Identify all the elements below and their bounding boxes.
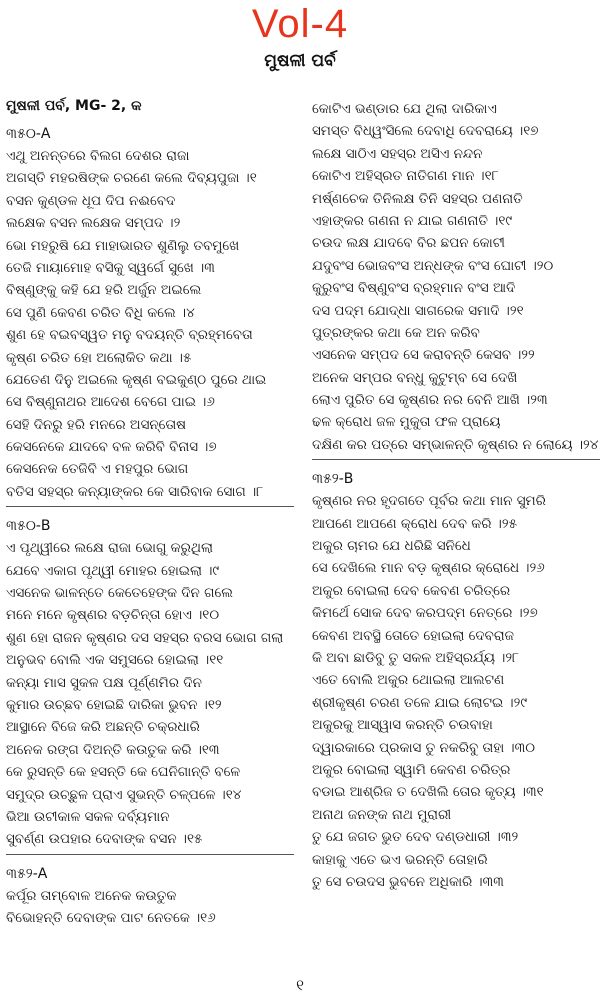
section-code: ୩୫୦-B — [6, 518, 51, 535]
verse-line: ଅକୁର ବୋଇଲା ଦେବ କେବଣ ଚରିତ୍ରେ — [312, 582, 511, 599]
verse-line: କେସନେକ ତେଜିବି ଏ ମହପୁର ଭୋଗ — [6, 461, 189, 478]
section-divider — [312, 459, 600, 462]
verse-line: ଶୁଣ ହେ ବଇବସ୍ୱତ ମନୁ ବଦୟନ୍ତି ବ୍ରହ୍ମବେତା — [6, 327, 253, 344]
verse-line: କୁରୁବଂସ ବିଷ୍ଣୁବଂସ ବ୍ରହ୍ମାନ ବଂସ ଆଦି — [312, 280, 516, 297]
verse-line: ଏସନେକ ସମ୍ପଦ ସେ କରାବନ୍ତି କେସବ ।୨୨ — [312, 347, 535, 364]
verse-line: ଅନାଥ ଜନଙ୍କ ନାଥ ମୁରାରୀ — [312, 806, 452, 823]
verse-line: ଦକ୍ଷିଣ କର ପତ୍ରେ ସମ୍ଭାଳନ୍ତି କୃଷ୍ଣର ନ ଲୋୟେ ।୨୪ — [312, 436, 599, 453]
verse-line: କିମର୍ଥେ ସୋକ ଦେବ କରପଦ୍ମ ନେତ୍ରେ ।୨୭ — [312, 605, 538, 622]
verse-line: ବସନ କୁଣ୍ଡଳ ଧୂପ ଦିପ ନଈବେଦ — [6, 192, 176, 209]
verse-line: ଏତେ ବୋଲି ଅକୁର ଥୋଇଲା ଆଲଟଣ — [312, 672, 505, 689]
verse-line: କୋଟିଏ ଅହିସ୍ରତ ନାତିଗଣ ମାନ ।୧୮ — [312, 168, 499, 185]
verse-line: ବିଷ୍ଣୁଙ୍କୁ କହି ଯେ ହରି ଅର୍ଜୁନ ଅଇଲେ — [6, 282, 202, 299]
verse-line: ତୁ ଯେ ଜଗତ ଭୁତ ଦେବ ଦଣ୍ଡଧାରୀ ।୩୨ — [312, 829, 519, 846]
verse-line: ସମୁଦ୍ର ଉଚ୍ଛୁଳ ପ୍ରାଏ ସୁଭନ୍ତି ଚଳ୍ପଳେ ।୧୪ — [6, 786, 242, 803]
verse-line: ଅନେକ ରଙ୍ଗ ଦିଅନ୍ତି କଉତୁକ କରି ।୧୩ — [6, 741, 220, 758]
verse-line: ଲୋଏ ପୁରିତ ସେ କୃଷ୍ଣର ନର ବେନି ଆଖି ।୨୩ — [312, 392, 548, 409]
verse-line: କେ ରୁସନ୍ତି କେ ହସନ୍ତି କେ ଘେନିଗାନ୍ତି ବଳେ — [6, 764, 241, 781]
verse-line: ଅନେକ ସମ୍ପର ବନ୍ଧୁ କୁଟୁମ୍ବ ସେ ଦେଖି — [312, 369, 518, 386]
section-code: ୩୫୨-B — [312, 471, 354, 488]
verse-line: ଚଉଦ ଲକ୍ଷ ଯାଦବେ ବିର ଛପନ କୋଟୀ — [312, 235, 506, 252]
verse-line: କୃଷ୍ଣର ନର ହୃଦଗତେ ପୂର୍ବର କଥା ମାନ ସୁମରି — [312, 493, 546, 510]
verse-line: ଅକୁରକୁ ଆସ୍ୱାସ କରନ୍ତି ଚଉବାହା — [312, 717, 493, 734]
verse-line: ଢଳ କ୍ରୋଧ ଜଳ ମୁକୁତା ଫଳ ପ୍ରାୟେ — [312, 414, 501, 431]
verse-line: ସେ ବିଷ୍ଣୁନାଥର ଆଦେଶ ବେଗେ ପାଇ ।୬ — [6, 394, 215, 411]
verse-line: ଯଦୁବଂସ ଭୋଜବଂସ ଅନ୍ଧଙ୍କ ବଂସ ଘୋଟୀ ।୨୦ — [312, 257, 554, 274]
verse-line: ଯେତେଣ ଦିନୁ ଅଇଲେ କୃଷ୍ଣ ବଇକୁଣ୍ଠ ପୁରେ ଥାଇ — [6, 371, 267, 388]
verse-line: ଭିଆ ଉଟୀକାଳ ସକଳ ଦର୍ବ୍ୟମାନ — [6, 808, 170, 825]
verse-line: ଅକୁର ଚାମର ଯେ ଧରିଛି ସନିଧେ — [312, 538, 471, 555]
verse-line: ଏ ପୃଥ୍ୱୀରେ ଲକ୍ଷେ ରାଜା ଭୋଗୁ କରୁଥିଲା — [6, 540, 213, 557]
verse-line: କାହାକୁ ଏତେ ଭଏ ଭରନ୍ତି ତୋହାରି — [312, 851, 488, 868]
verse-line: କର୍ପୂର ତାମ୍ବୋଳ ଅନେକ କଉତୁକ — [6, 887, 177, 904]
verse-line: ମର୍ଷ୍ଣଚେକ ତିନିଲକ୍ଷ ତିନି ସହସ୍ର ପଣନାତି — [312, 190, 523, 207]
section-subtitle: ମୁଷଳୀ ପର୍ବ — [264, 51, 336, 71]
right-column — [312, 98, 600, 893]
verse-line: ଲକ୍ଷେ ସାଠିଏ ସହସ୍ର ଅସିଏ ନନ୍ଦନ — [312, 145, 483, 162]
verse-line: ତୁ ସେ ଚଉଦସ ଭୁବନେ ଅଧିକାରି ।୩୩ — [312, 873, 504, 890]
verse-line: ଏଥୁ ଅନନ୍ତରେ ବିଲଗ ଦେଶର ରାଜା — [6, 148, 190, 164]
verse-line: ଶୁଣ ହୋ ରାଜନ କୃଷ୍ଣର ଦସ ସହସ୍ର ବରସ ଭୋଗ ଗଲା — [6, 629, 284, 646]
verse-line: ଦସ ପଦ୍ମ ଯୋଦ୍ଧା ସାଗରେକ ସମାଦି ।୨୧ — [312, 302, 524, 319]
verse-line: ଏସନେକ ଭାଳନ୍ତେ କେତେହେଙ୍କ ଦିନ ଗଲେ — [6, 585, 234, 602]
verse-line: କୃଷ୍ଣ ଚରିତ ହୋ ଅଲୋକିତ କଥା ।୫ — [6, 349, 192, 366]
verse-line: ଲକ୍ଷେକ ବସନ ଲକ୍ଷେକ ସମ୍ପଦ ।୨ — [6, 215, 181, 232]
verse-line: ଭୋ ମହରୁଷି ଯେ ମାହାଭାରତ ଶୁଣିଲୁ ତବମୁଖେ — [6, 237, 240, 254]
verse-line: ଅନୁଭବ ବୋଲି ଏକ ସମୁସରେ ହୋଇଲା ।୧୧ — [6, 652, 224, 669]
page-number: ୧ — [296, 976, 304, 994]
verse-line: କୁମାର ଉଚ୍ଛବ ହୋଇଛି ଦାରିକା ଭୁବନ ।୧୨ — [6, 696, 222, 713]
verse-line: କି ଅବା ଛାଡିବୁ ତୁ ସକଳ ଅହିସ୍ରର୍ଯ୍ୟ ।୨୮ — [312, 649, 520, 666]
verse-line: କେବଣ ଅବସ୍ଥି ତୋତେ ହୋଇଲା ଦେବରାଜ — [312, 627, 514, 644]
section-code: ୩୫୦-A — [6, 126, 51, 142]
verse-line: ଦ୍ୱାରକାରେ ପ୍ରକାସ ତୁ ନକରିବୁ ତାହା ।୩୦ — [312, 739, 535, 756]
verse-line: ଅଗସ୍ତି ମହରଷିଙ୍କ ଚରଣେ କଲେ ଦିବ୍ୟପୁଜା ।୧ — [6, 170, 257, 187]
verse-line: ସୁବର୍ଣ୍ଣ ଉପହାର ଦେବାଙ୍କ ବସନ ।୧୫ — [6, 831, 203, 848]
verse-line: କନ୍ୟା ମାସ ସୁକଳ ପକ୍ଷ ପୂର୍ଣ୍ଣମିର ଦିନ — [6, 674, 202, 691]
section-divider — [6, 506, 294, 509]
verse-line: ପୁତ୍ରଙ୍କର କଥା କେ ଅନ କରିବ — [312, 324, 480, 341]
verse-line: ବତିସ ସହସ୍ର କନ୍ୟାଙ୍କର କେ ସାରିବାକ ସୋଗ ।୮ — [6, 483, 264, 500]
verse-line: ଶ୍ରୀକୃଷ୍ଣ ଚରଣ ତଳେ ଯାଇ ଲୋଟଇ ।୨୯ — [312, 694, 528, 711]
verse-line: ବିଭୋହନ୍ତି ଦେବାଙ୍କ ପାଟ ନେତକେ ।୧୬ — [6, 910, 216, 927]
verse-line: ଅକୁର ବୋଇଲା ସ୍ୱାମି କେବଣ ଚରିତ୍ର — [312, 761, 511, 778]
verse-line: ବଡାଇ ଆଶ୍ରିଜ ତ ଦେଖିଲି ତୋର କୃତ୍ୟ ।୩୧ — [312, 784, 544, 801]
verse-line: ସେହି ଦିନରୁ ହରି ମନରେ ଅସନ୍ତୋଷ — [6, 416, 187, 433]
verse-line: ଆସ୍ଥାନେ ବିଜେ କରି ଅଛନ୍ତି ଚକ୍ରଧାରି — [6, 719, 200, 736]
verse-line: ଯେବେ ଏକାଗ ପୃଥ୍ୱୀ ମୋହର ହୋଇଲା ।୯ — [6, 562, 220, 579]
left-column-heading: ମୁଷଳୀ ପର୍ବ, MG- 2, କ — [6, 98, 142, 114]
section-code: ୩୫୨-A — [6, 865, 48, 882]
verse-line: ତେଜି ମାୟାମୋହ ବସିକୁ ସ୍ୱର୍ଗେ ସୁଖେ ।୩ — [6, 259, 215, 276]
volume-title: Vol-4 — [251, 2, 349, 46]
left-column — [6, 95, 301, 930]
verse-line: ସମସ୍ତ ବିଧ୍ୱଂସିଲେ ଦେବାଧି ଦେବରାୟେ ।୧୭ — [312, 123, 539, 140]
verse-line: କେସନେକେ ଯାଦବେ ବଳ କରିବି ବିନାସ ।୭ — [6, 439, 217, 456]
verse-line: ମନେ ମନେ କୃଷ୍ଣର ବଡ଼ଚିନ୍ତା ହୋଏ ।୧୦ — [6, 607, 220, 624]
verse-line: ଏହାଙ୍କର ଗଣନା ନ ଯାଇ ଗଣନାତି ।୧୯ — [312, 212, 513, 229]
verse-line: କୋଟିଏ ଭଣ୍ଡାର ଯେ ଥିଲା ଦାରିକାଏ — [312, 101, 497, 117]
verse-line: ସେ ଦେଖିଲେ ମାନ ବଡ଼ କୃଷ୍ଣର କ୍ରୋଧେ ।୨୬ — [312, 560, 545, 577]
verse-line: ସେ ପୁଣି କେବଣ ଚରିତ ବିଧି କଲେ ।୪ — [6, 304, 195, 321]
verse-line: ଆପଣେ ଆପଣେ କ୍ରୋଧ ଦେବ କରି ।୨୫ — [312, 515, 518, 532]
section-divider — [6, 854, 294, 857]
